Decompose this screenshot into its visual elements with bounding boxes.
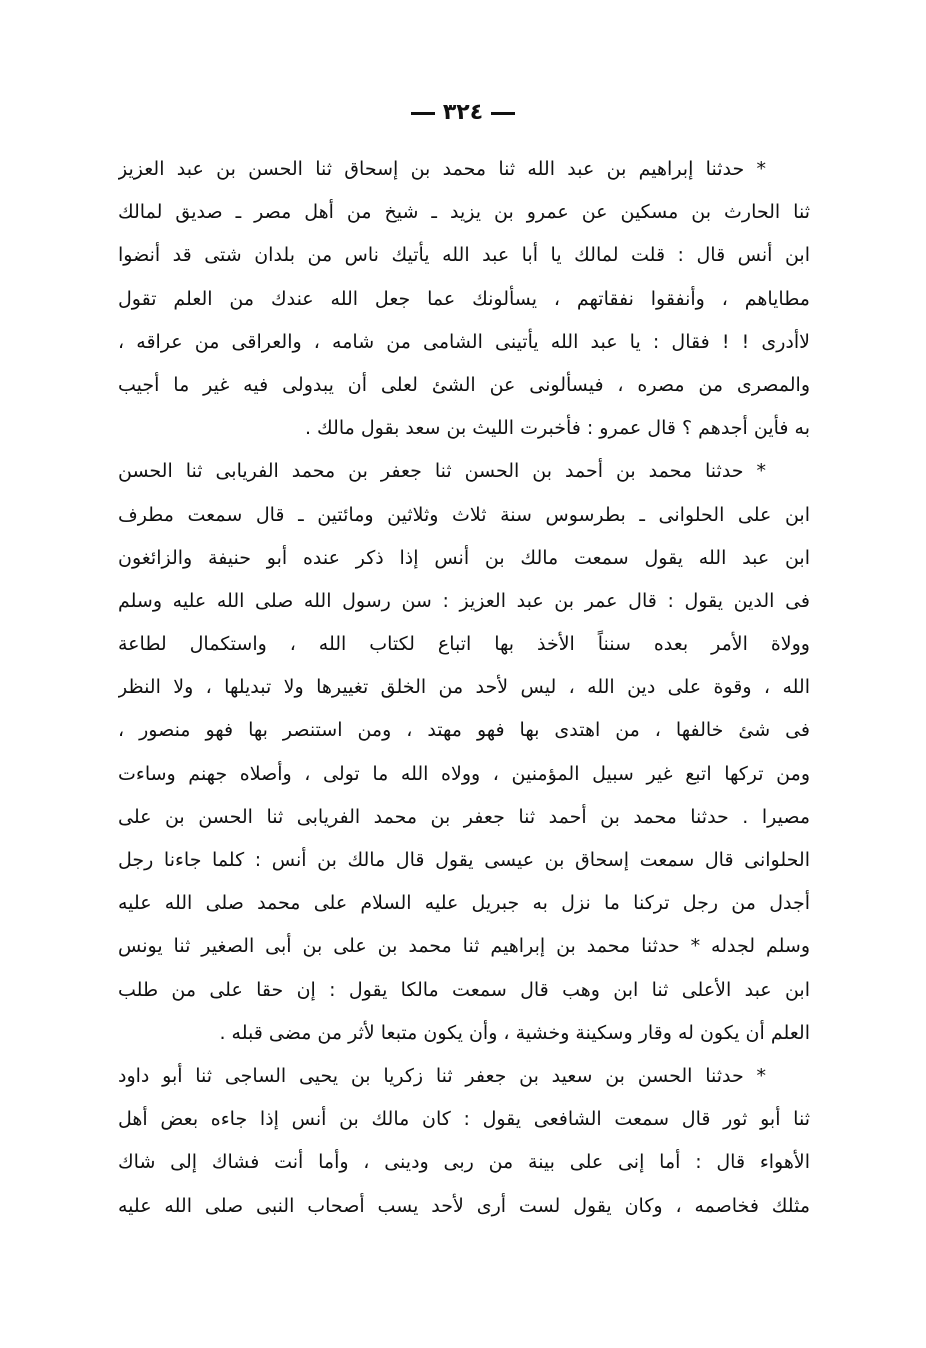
page-number-text: ٣٢٤: [442, 100, 484, 125]
text-line: مثلك فخاصمه ، وكان يقول لست أرى لأحد يسب أصحاب النبى صلى الله عليه: [118, 1194, 810, 1217]
text-line: أجدل من رجل تركنا ما نزل به جبريل عليه السلام على محمد صلى الله عليه: [118, 892, 810, 915]
text-line: فى الدين يقول : قال عمر بن عبد العزيز : سن رسول الله صلى الله عليه وسلم: [118, 589, 810, 612]
text-line: ابن عبد الله يقول سمعت مالك بن أنس إذا ذكر عنده أبو حنيفة والزائغون: [118, 546, 810, 569]
page-number: [0, 100, 926, 125]
text-line: فى شئ خالفها ، من اهتدى بها فهو مهتد ، ومن استنصر بها فهو منصور ،: [118, 719, 810, 742]
arabic-text-body: [118, 148, 810, 1228]
text-line: وولاة الأمر بعده سنناً الأخذ بها اتباع لكتاب الله ، واستكمال لطاعة: [118, 633, 810, 656]
text-line: ثنا الحارث بن مسكين عن عمرو بن يزيد ـ شيخ من أهل مصر ـ صديق لمالك: [118, 201, 810, 224]
text-line: مصيرا . حدثنا محمد بن أحمد ثنا جعفر بن محمد الفريابى ثنا الحسن بن على: [118, 805, 810, 828]
text-line: ومن تركها اتبع غير سبيل المؤمنين ، وولاه الله ما تولى ، وأصلاه جهنم وساءت: [118, 762, 810, 785]
text-line: الحلوانى قال سمعت إسحاق بن عيسى يقول قال مالك بن أنس : كلما جاءنا رجل: [118, 849, 810, 871]
text-line: مطاياهم ، وأنفقوا نفقاتهم ، يسألونك عما جعل الله عندك من العلم تقول: [118, 287, 810, 310]
text-line: والمصرى من مصره ، فيسألونى عن الشئ لعلى أن يبدولى فيه غير ما أجيب: [118, 373, 810, 396]
text-line: الأهواء قال : أما إنى على بينة من ربى ودينى ، وأما أنت فشاك إلى شاك: [118, 1151, 810, 1174]
text-line: * حدثنا إبراهيم بن عبد الله ثنا محمد بن إسحاق ثنا الحسن بن عبد العزيز: [118, 158, 766, 180]
text-line: الله ، وقوة على دين الله ، ليس لأحد من الخلق تغييرها ولا تبديلها ، ولا النظر: [118, 676, 810, 699]
text-line: * حدثنا محمد بن أحمد بن الحسن ثنا جعفر بن محمد الفريابى ثنا الحسن: [118, 460, 766, 483]
text-line: * حدثنا الحسن بن سعيد بن جعفر ثنا زكريا بن يحيى الساجى ثنا أبو داود: [118, 1064, 766, 1087]
text-line: ثنا أبو ثور قال سمعت الشافعى يقول : كان مالك بن أنس إذا جاءه بعض أهل: [118, 1108, 810, 1131]
text-line: العلم أن يكون له وقار وسكينة وخشية ، وأن يكون متبعا لأثر من مضى قبله .: [219, 1021, 810, 1044]
text-line: لاأدرى ! ! فقال : يا عبد الله يأتينى الشامى من شامه ، والعراقى من عراقه ،: [118, 330, 810, 353]
text-line: ابن عبد الأعلى ثنا ابن وهب قال سمعت مالكا يقول : إن حقا على من طلب: [118, 978, 810, 1001]
text-line: ابن أنس قال : قلت لمالك يا أبا عبد الله يأتيك ناس من بلدان شتى قد أنضوا: [118, 244, 810, 267]
text-line: ابن على الحلوانى ـ بطرسوس سنة ثلاث وثلاثين ومائتين ـ قال سمعت مطرف: [118, 503, 810, 526]
page-number-dash-left: [411, 112, 435, 115]
page-number-dash-right: [491, 112, 515, 115]
text-line: به فأين أجدهم ؟ قال عمرو : فأخبرت الليث بن سعد بقول مالك .: [304, 417, 810, 440]
text-line: وسلم لجدله * حدثنا محمد بن إبراهيم ثنا محمد بن على بن أبى الصغير ثنا يونس: [118, 935, 810, 958]
